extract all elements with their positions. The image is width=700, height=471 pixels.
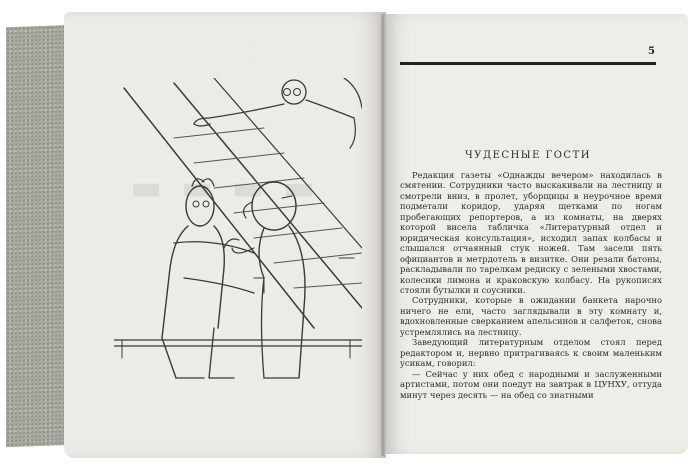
body-text — [400, 170, 662, 400]
stair-rail-right — [214, 78, 362, 248]
book-spine-gutter — [380, 14, 386, 456]
paragraph: — Сейчас у них обед с народными и заслуженными артистами, потом они поедут на завтрак в ЦУНХУ, оттуда минут через десять — на обед со знатными — [400, 368, 662, 400]
bleed-through-text: · · · · · · — [249, 40, 259, 69]
header-rule — [400, 62, 656, 65]
stair-steps — [174, 128, 362, 288]
chapter-title: ЧУДЕСНЫЕ ГОСТИ — [465, 150, 591, 161]
stair-rail-left — [124, 88, 314, 328]
illustration — [114, 78, 362, 392]
bleed-through-title: ▬ ▬ ▬ ▬ — [130, 168, 319, 208]
paragraph: Сотрудники, которые в ожидании банкета нарочно ничего не ели, часто заглядывали в эту комнату и, вдохновленные сверканием апельсинов и салфеток, снова устремлялись на лестницу. — [400, 295, 662, 337]
stair-rail-middle — [174, 83, 362, 308]
paragraph: Редакция газеты «Однажды вечером» находилась в смятении. Сотрудники часто выскакивали на лестницу и смотрели вниз, в пролет, уборщицы в неурочное время подметали коридор, ударяя щетками по ногам пробегающих репортеров, а из комнаты, на дверях которой висела табличка «Литературный отдел и юридическая консультация», исходил запах колбасы и слышался отчаянный стук ножей. Там засели пять официантов и метрдотель в визитке. Они резали батоны, раскладывали по тарелкам редиску с зелеными хвостами, колесики лимона и краковскую колбасу. На рукописях стояли бутылки и соусники. — [400, 170, 662, 295]
page-number: 5 — [648, 46, 655, 57]
floor-posts — [122, 340, 350, 358]
figure-left-man — [162, 179, 254, 378]
floor-line — [114, 340, 362, 346]
paragraph: Заведующий литературным отделом стоял перед редактором и, нервно притрагиваясь к своим маленьким усикам, говорил: — [400, 337, 662, 369]
